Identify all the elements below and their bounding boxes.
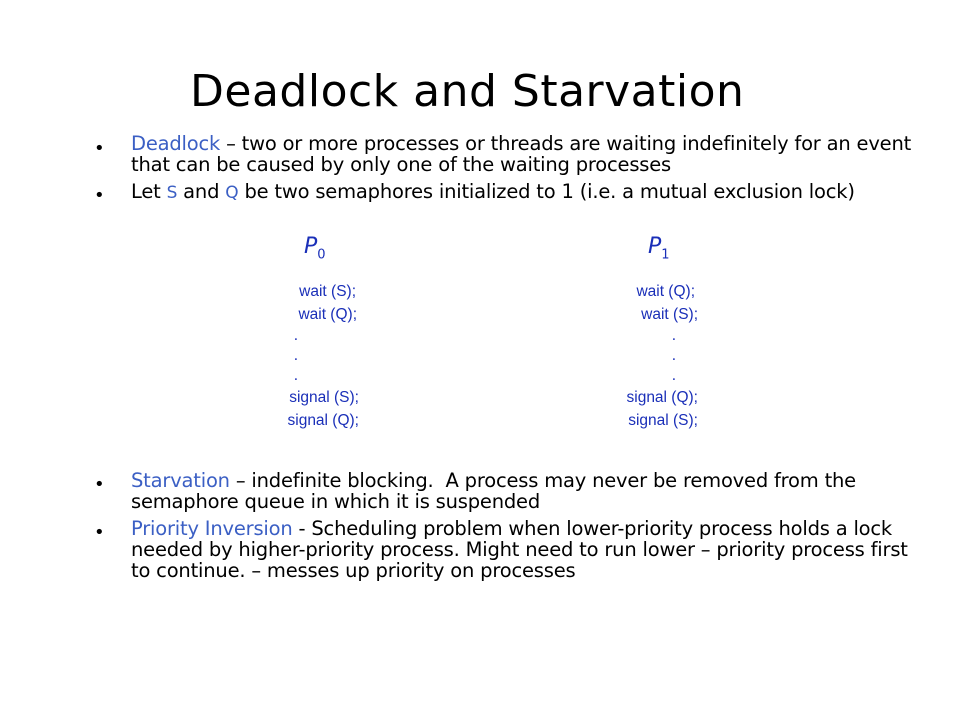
bullet-priority-inversion [131, 518, 921, 581]
process-p1-sub: 1 [661, 247, 670, 263]
code-line: wait (Q); [298, 306, 357, 323]
semaphore-s: S [166, 183, 178, 203]
bullet-dot: • [94, 138, 105, 159]
term-starvation: Starvation [131, 469, 230, 492]
priority-inversion-text: - Scheduling problem when lower-priority process holds a lock needed by higher-priority process. Might need to run lower – priority process first to continue. – messes up priority on processes [131, 517, 908, 582]
code-line: signal (S); [628, 412, 698, 429]
code-line: . [293, 367, 298, 384]
bullet-dot: • [94, 522, 105, 543]
process-p0-sub: 0 [317, 247, 326, 263]
starvation-text: – indefinite blocking. A process may never be removed from the semaphore queue in which it is suspended [131, 469, 862, 513]
code-line: signal (Q); [626, 389, 698, 406]
semaphore-text-pre: Let [131, 180, 167, 203]
code-line: . [293, 327, 298, 344]
code-line: . [671, 367, 676, 384]
code-line: wait (S); [299, 283, 356, 300]
term-priority-inversion: Priority Inversion [131, 517, 293, 540]
semaphore-text-post: be two semaphores initialized to 1 (i.e. a mutual exclusion lock) [238, 180, 855, 203]
bullet-dot: • [94, 185, 105, 206]
semaphore-q: Q [225, 183, 239, 203]
code-line: . [293, 347, 298, 364]
semaphore-text-mid: and [177, 180, 226, 203]
process-p0-label [304, 234, 326, 268]
process-p1-label [648, 234, 670, 268]
process-p1-letter: P [648, 234, 662, 259]
process-p0-letter: P [304, 234, 318, 259]
code-line: wait (S); [641, 306, 698, 323]
bullet-deadlock [131, 133, 921, 175]
bullet-dot: • [94, 474, 105, 495]
deadlock-text: – two or more processes or threads are waiting indefinitely for an event that can be caused by only one of the waiting processes [131, 132, 912, 176]
code-line: . [671, 347, 676, 364]
code-line: signal (Q); [287, 412, 359, 429]
process-p1-code [498, 280, 698, 432]
process-p0-code [159, 280, 359, 432]
bullet-starvation [131, 470, 921, 512]
code-line: wait (Q); [636, 283, 695, 300]
term-deadlock: Deadlock [131, 132, 221, 155]
bullet-semaphores [131, 181, 921, 204]
code-line: signal (S); [289, 389, 359, 406]
code-line: . [671, 327, 676, 344]
slide-title: Deadlock and Starvation [190, 66, 745, 117]
